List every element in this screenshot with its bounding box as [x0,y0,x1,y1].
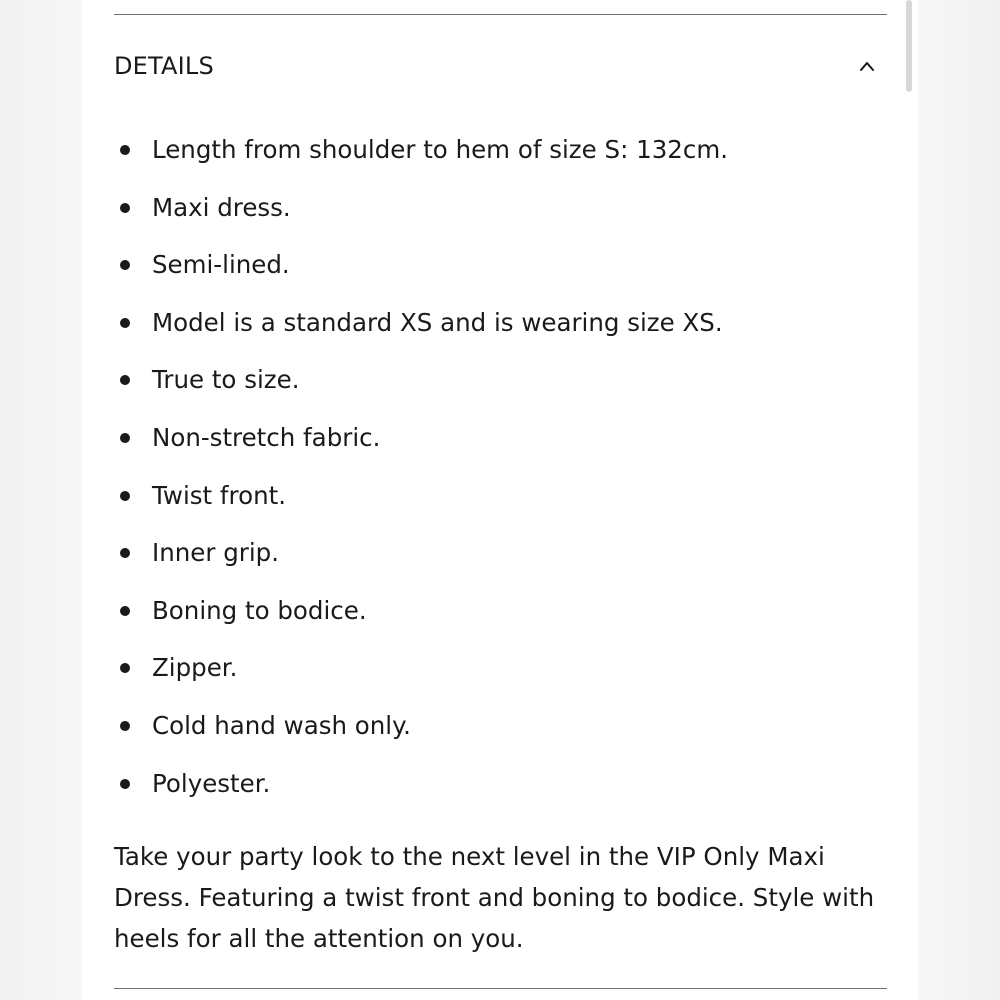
list-item [114,121,887,179]
list-item-label: Model is a standard XS and is wearing size XS. [152,307,723,337]
details-accordion-title: DETAILS [114,52,214,80]
list-item-label: Non-stretch fabric. [152,422,381,452]
list-item [114,524,887,582]
bullet-icon [120,145,130,155]
list-item [114,294,887,352]
bullet-icon [120,260,130,270]
bullet-icon [120,491,130,501]
page-backdrop-right [918,0,1000,1000]
list-item [114,582,887,640]
list-item-label: Polyester. [152,768,271,798]
list-item-label: Twist front. [152,480,286,510]
bullet-icon [120,548,130,558]
bullet-icon [120,663,130,673]
divider-bottom [114,988,887,989]
bullet-icon [120,375,130,385]
list-item [114,467,887,525]
divider-top [114,14,887,15]
list-item-label: True to size. [152,365,300,395]
product-details-panel [82,0,918,1000]
details-list [114,121,887,812]
details-accordion-header[interactable] [114,44,887,92]
chevron-up-icon[interactable] [859,58,875,72]
list-item [114,697,887,755]
list-item-label: Boning to bodice. [152,595,367,625]
scrollbar-thumb[interactable] [906,0,912,92]
list-item-label: Semi-lined. [152,250,290,280]
list-item-label: Maxi dress. [152,192,291,222]
bullet-icon [120,318,130,328]
bullet-icon [120,203,130,213]
bullet-icon [120,721,130,731]
list-item-label: Length from shoulder to hem of size S: 132cm. [152,135,729,164]
list-item-label: Zipper. [152,653,238,683]
bullet-icon [120,433,130,443]
list-item [114,179,887,237]
product-description: Take your party look to the next level in the VIP Only Maxi Dress. Featuring a twist front and boning to bodice. Style with heels for all the attention on you. [114,842,875,953]
bullet-icon [120,606,130,616]
list-item-label: Cold hand wash only. [152,710,411,740]
list-item-label: Inner grip. [152,538,279,568]
list-item [114,755,887,813]
list-item [114,351,887,409]
page-backdrop-left [0,0,82,1000]
list-item [114,236,887,294]
list-item [114,409,887,467]
bullet-icon [120,779,130,789]
list-item [114,639,887,697]
